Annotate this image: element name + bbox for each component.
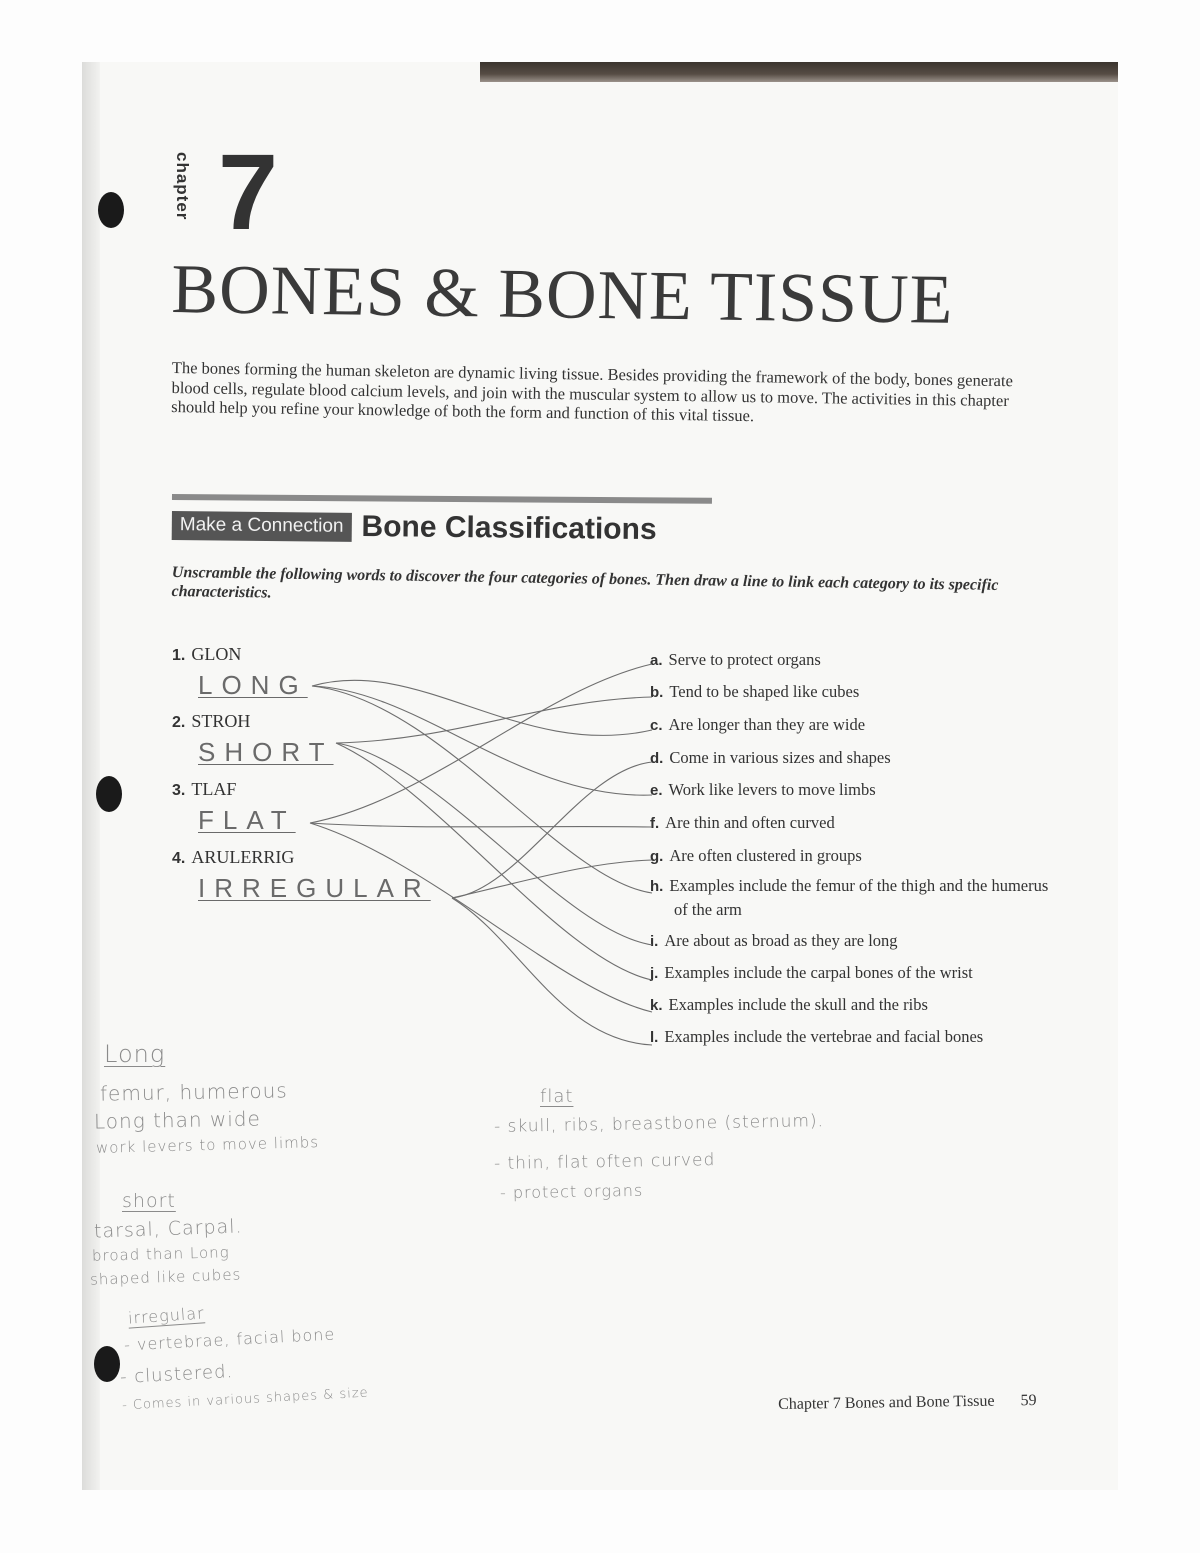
- characteristic-item: g. Are often clustered in groups: [650, 846, 862, 865]
- characteristic-item: h. Examples include the femur of the thigh and the humerus of the arm: [650, 876, 1049, 919]
- note-irregular-line: - vertebrae, facial bone: [123, 1324, 336, 1355]
- characteristic-item: f. Are thin and often curved: [650, 813, 835, 832]
- word-answer: LONG: [198, 670, 308, 700]
- note-irregular-heading: irregular: [127, 1303, 206, 1328]
- word-prompt: 4. ARULERRIG: [172, 847, 295, 867]
- section-badge: Make a Connection: [172, 510, 352, 541]
- note-flat-line: - protect organs: [499, 1180, 644, 1203]
- word-prompt: 1. GLON: [172, 644, 242, 664]
- activity-instructions: Unscramble the following words to discover the four categories of bones. Then draw a line to link each category to its specific characteristics.: [171, 563, 999, 602]
- word-answer: FLAT: [198, 805, 296, 835]
- chapter-number: 7: [218, 131, 279, 252]
- characteristic-item: d. Come in various sizes and shapes: [650, 748, 891, 767]
- page-number: 59: [1020, 1391, 1037, 1410]
- characteristic-item: l. Examples include the vertebrae and facial bones: [650, 1027, 984, 1046]
- note-short-line: tarsal, Carpal.: [93, 1215, 243, 1243]
- characteristic-item: a. Serve to protect organs: [650, 650, 821, 669]
- note-irregular-line: - clustered.: [119, 1361, 234, 1388]
- note-flat-line: - skull, ribs, breastbone (sternum).: [493, 1111, 825, 1137]
- word-answer: IRREGULAR: [198, 873, 431, 903]
- intro-paragraph: The bones forming the human skeleton are dynamic living tissue. Besides providing the framework of the body, bones generate blood cells, regulate blood calcium levels, and join with the muscular system to allow us to move. The activities in this chapter should help you refine your knowledge of both the form and function of this vital tissue.: [171, 358, 1014, 426]
- note-long-line: work levers to move limbs: [95, 1133, 320, 1157]
- section-title: Bone Classifications: [361, 509, 657, 547]
- note-long-line: femur, humerous: [99, 1078, 288, 1106]
- note-short-line: shaped like cubes: [89, 1265, 242, 1289]
- word-prompt: 2. STROH: [172, 711, 251, 731]
- characteristic-item: k. Examples include the skull and the ribs: [650, 995, 928, 1014]
- note-short-heading: short: [122, 1190, 176, 1212]
- running-title: Chapter 7 Bones and Bone Tissue: [778, 1392, 995, 1413]
- note-flat-line: - thin, flat often curved: [493, 1150, 716, 1174]
- characteristic-item: i. Are about as broad as they are long: [650, 931, 898, 950]
- characteristic-item: j. Examples include the carpal bones of the wrist: [650, 963, 973, 982]
- characteristic-item: e. Work like levers to move limbs: [650, 780, 876, 799]
- note-long-heading: Long: [104, 1040, 166, 1068]
- note-short-line: broad than Long: [91, 1243, 230, 1265]
- chapter-title: BONES & BONE TISSUE: [170, 250, 954, 339]
- characteristic-item: b. Tend to be shaped like cubes: [650, 682, 860, 701]
- note-long-line: Long than wide: [93, 1106, 261, 1134]
- word-answer: SHORT: [198, 737, 334, 767]
- word-prompt: 3. TLAF: [172, 779, 237, 799]
- chapter-label: chapter: [173, 152, 192, 221]
- note-irregular-line: - Comes in various shapes & size: [121, 1385, 369, 1414]
- note-flat-heading: flat: [540, 1086, 574, 1107]
- characteristic-item: c. Are longer than they are wide: [650, 715, 866, 734]
